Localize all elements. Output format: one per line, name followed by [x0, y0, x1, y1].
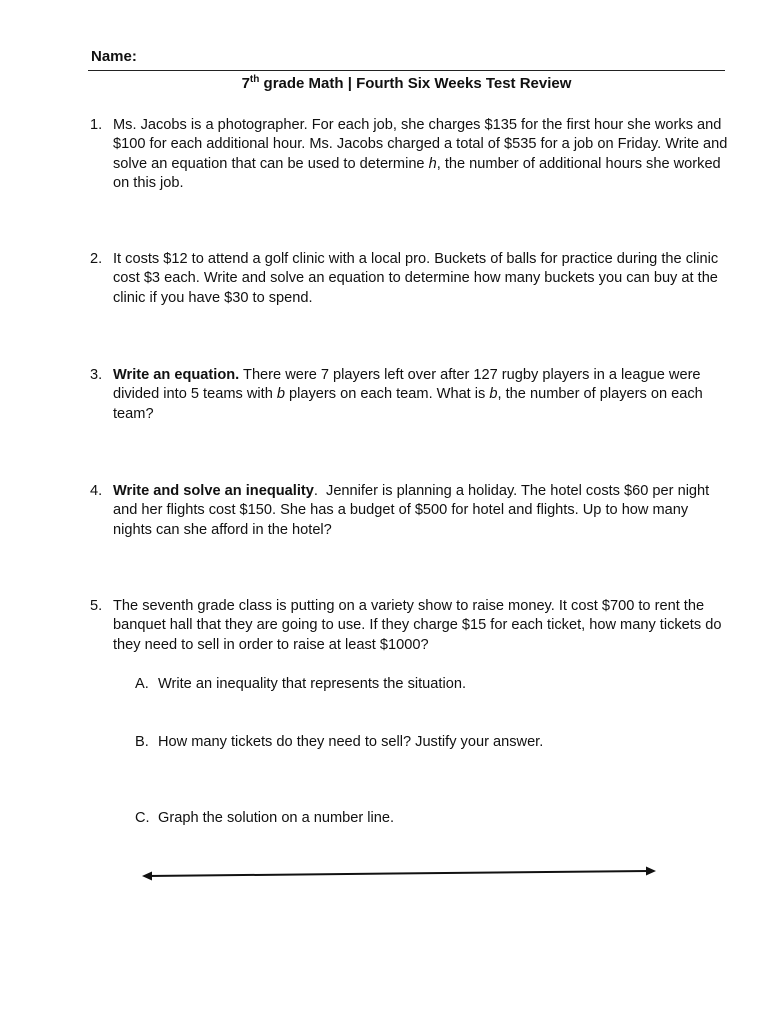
- number-line-axis: [148, 871, 650, 876]
- question-1: [90, 116, 730, 193]
- question-number: 1.: [90, 117, 103, 133]
- part-letter: C.: [135, 810, 150, 826]
- question-text: Write an equation. There were 7 players left over after 127 rugby players in a league were divided into 5 teams with b players on each team. What is b, the number of players on each team?: [113, 367, 705, 422]
- title-grade: 7: [241, 75, 250, 92]
- name-label: Name:: [91, 48, 137, 65]
- question-text: Write and solve an inequality. Jennifer is planning a holiday. The hotel costs $60 per night and her flights cost $150. She has a budget of $500 for hotel and flights. Up to how many nights can she afford in the hotel?: [113, 483, 714, 538]
- question-number: 4.: [90, 483, 103, 499]
- question-5-part-b: [135, 733, 725, 752]
- part-text: Write an inequality that represents the situation.: [158, 676, 466, 692]
- question-5-part-a: [135, 675, 725, 694]
- page-title: [88, 74, 725, 92]
- question-text: Ms. Jacobs is a photographer. For each job, she charges $135 for the first hour she works and $100 for each additional hour. Ms. Jacobs charged a total of $535 for a job on Friday. Write and solve an equation that can be used to determine h, the number of additional hours she worked on this job.: [113, 117, 728, 191]
- name-underline: [88, 70, 725, 71]
- question-text: It costs $12 to attend a golf clinic with a local pro. Buckets of balls for practice during the clinic cost $3 each. Write and solve an equation to determine how many buckets you can buy at the clinic if you have $30 to spend.: [113, 251, 719, 306]
- question-number: 3.: [90, 367, 103, 383]
- question-number: 5.: [90, 598, 103, 614]
- part-letter: A.: [135, 676, 149, 692]
- left-arrow-icon: [142, 872, 152, 881]
- question-2: [90, 250, 730, 308]
- number-line: [140, 862, 660, 884]
- part-letter: B.: [135, 734, 149, 750]
- question-number: 2.: [90, 251, 103, 267]
- part-text: Graph the solution on a number line.: [158, 810, 395, 826]
- question-text: The seventh grade class is putting on a variety show to raise money. It cost $700 to rent the banquet hall that they are going to use. If they charge $15 for each ticket, how many tickets do they need to sell in order to raise at least $1000?: [113, 598, 722, 653]
- right-arrow-icon: [646, 867, 656, 876]
- title-superscript: th: [249, 74, 260, 85]
- part-text: How many tickets do they need to sell? Justify your answer.: [158, 734, 544, 750]
- question-3: [90, 366, 730, 424]
- title-rest: grade Math | Fourth Six Weeks Test Review: [259, 75, 572, 92]
- question-5: [90, 597, 730, 655]
- question-4: [90, 482, 730, 540]
- question-5-part-c: [135, 809, 725, 828]
